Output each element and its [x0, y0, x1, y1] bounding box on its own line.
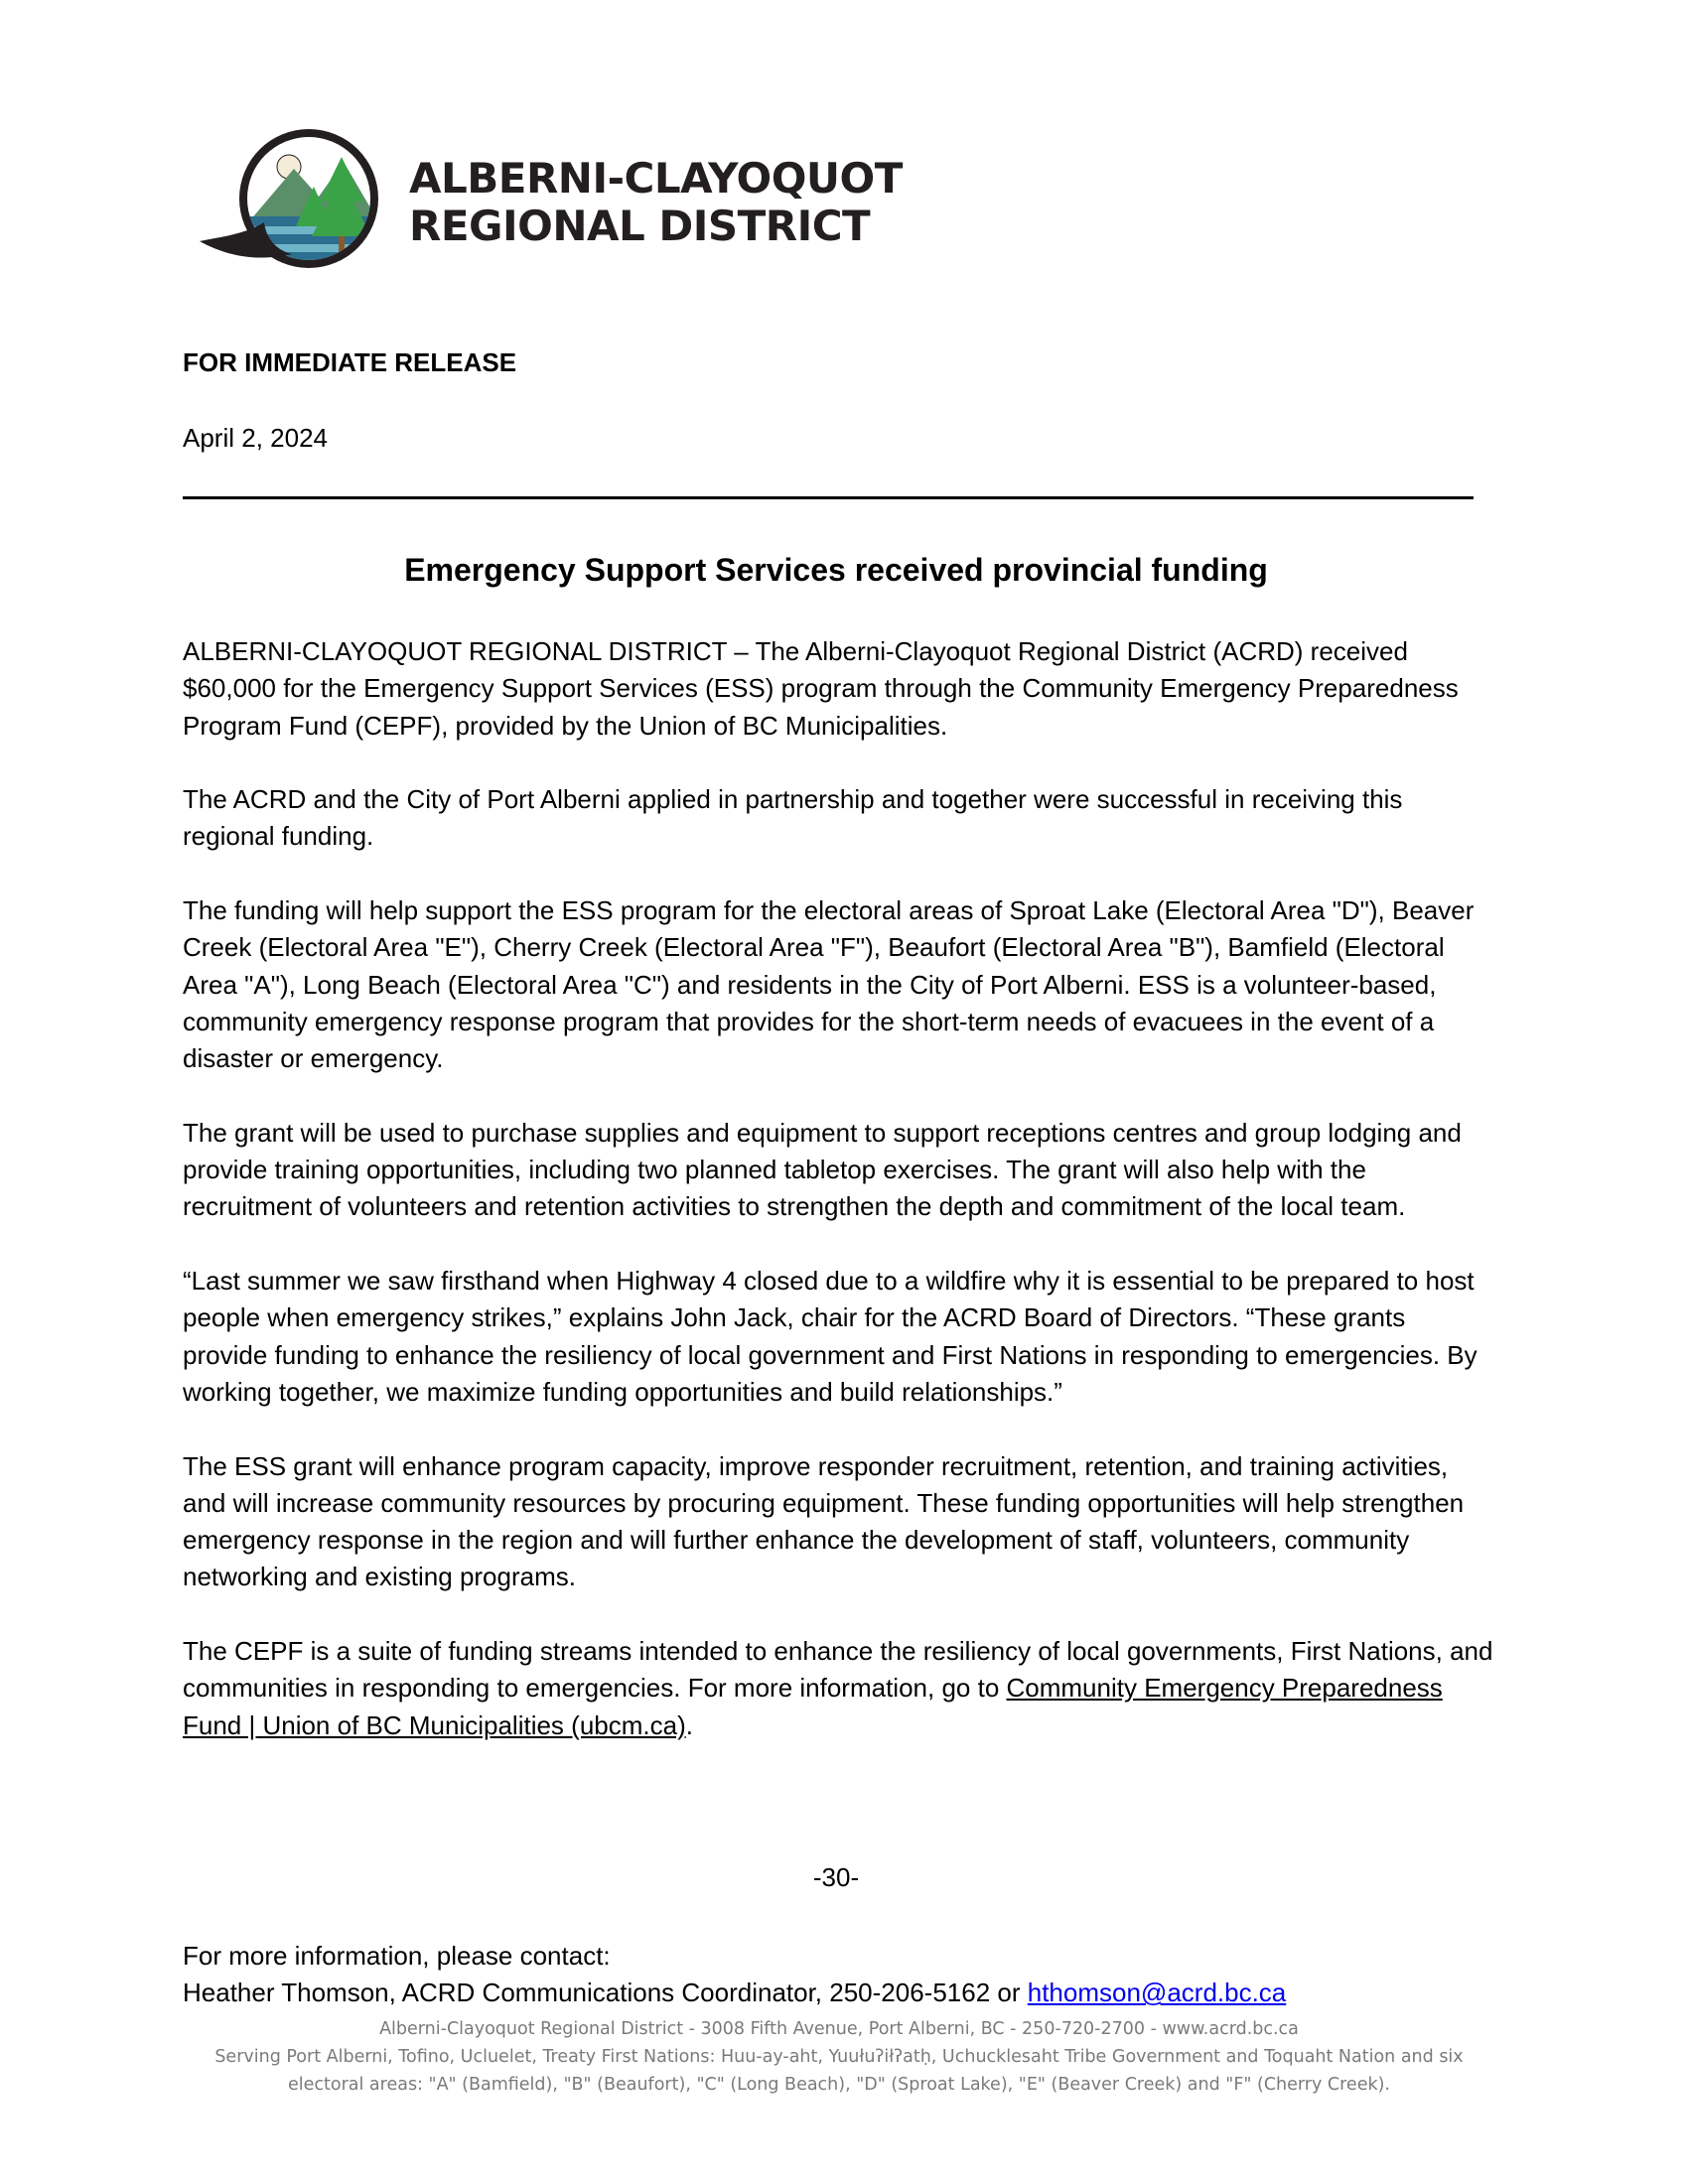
footer — [149, 2015, 1529, 2099]
contact-person-text: Heather Thomson, ACRD Communications Coordinator, 250-206-5162 or — [183, 1978, 1028, 2008]
header-divider — [183, 496, 1474, 499]
paragraph-3: The funding will help support the ESS program for the electoral areas of Sproat Lake (Electoral Area "D"), Beaver Creek (Electoral Area "E"), Cherry Creek (Electoral Area "F"), Beaufort (Electoral Area "B"), Bamfield (Electoral Area "A"), Long Beach (Electoral Area "C") and residents in the City of Port Alberni. ESS is a volunteer-based, community emergency response program that provides for the short-term needs of evacuees in the event of a disaster or emergency. — [183, 895, 1475, 1074]
org-name-line2: REGIONAL DISTRICT — [409, 202, 871, 250]
press-release-body — [183, 633, 1495, 1744]
paragraph-6: The ESS grant will enhance program capacity, improve responder recruitment, retention, and training activities, and will increase community resources by procuring equipment. These funding opportunities will help strengthen emergency response in the region and will further enhance the development of staff, volunteers, community networking and existing programs. — [183, 1450, 1465, 1592]
contact-block — [183, 1938, 1286, 2012]
paragraph-2: The ACRD and the City of Port Alberni applied in partnership and together were successful in receiving this regional funding. — [183, 784, 1403, 852]
footer-line-1: Alberni-Clayoquot Regional District - 3008 Fifth Avenue, Port Alberni, BC - 250-720-2700 - www.acrd.bc.ca — [379, 2019, 1299, 2039]
footer-line-3: electoral areas: "A" (Bamfield), "B" (Beaufort), "C" (Long Beach), "D" (Sproat Lake), "E" (Beaver Creek) and "F" (Cherry Creek). — [288, 2075, 1390, 2095]
paragraph-1: ALBERNI-CLAYOQUOT REGIONAL DISTRICT – The Alberni-Clayoquot Regional District (ACRD) received $60,000 for the Emergency Support Services (ESS) program through the Community Emergency Preparedness Program Fund (CEPF), provided by the Union of BC Municipalities. — [183, 636, 1459, 741]
release-label: FOR IMMEDIATE RELEASE — [183, 347, 517, 377]
paragraph-4: The grant will be used to purchase supplies and equipment to support receptions centres and group lodging and provide training opportunities, including two planned tabletop exercises. The grant will also help with the recruitment of volunteers and retention activities to strengthen the depth and commitment of the local team. — [183, 1117, 1462, 1222]
release-date: April 2, 2024 — [183, 423, 328, 453]
paragraph-7 — [183, 1633, 1495, 1744]
acrd-logo-icon — [195, 127, 393, 276]
contact-intro: For more information, please contact: — [183, 1941, 611, 1971]
paragraph-7-text: The CEPF is a suite of funding streams intended to enhance the resiliency of local governments, First Nations, and communities in responding to emergencies. For more information, go to — [183, 1636, 1493, 1704]
paragraph-5: “Last summer we saw firsthand when Highway 4 closed due to a wildfire why it is essential to be prepared to host people when emergency strikes,” explains John Jack, chair for the ACRD Board of Directors. “These grants provide funding to enhance the resiliency of local government and First Nations in responding to emergencies. By working together, we maximize funding opportunities and build relationships.” — [183, 1266, 1477, 1407]
paragraph-7-end: . — [685, 1709, 693, 1740]
contact-email-link[interactable]: hthomson@acrd.bc.ca — [1027, 1978, 1287, 2008]
org-name-line1: ALBERNI-CLAYOQUOT — [409, 154, 903, 203]
end-mark: -30- — [812, 1862, 860, 1892]
contact-person — [183, 1975, 1286, 2011]
footer-line-2: Serving Port Alberni, Tofino, Ucluelet, Treaty First Nations: Huu-ay-aht, Yuułuʔiłʔatḥ, Uchucklesaht Tribe Government and Toquaht Nation and six — [214, 2047, 1464, 2067]
organization-name — [409, 155, 903, 250]
headline: Emergency Support Services received provincial funding — [404, 552, 1268, 588]
cepf-link[interactable]: Community Emergency Preparedness Fund | Union of BC Municipalities (ubcm.ca) — [183, 1673, 1443, 1740]
